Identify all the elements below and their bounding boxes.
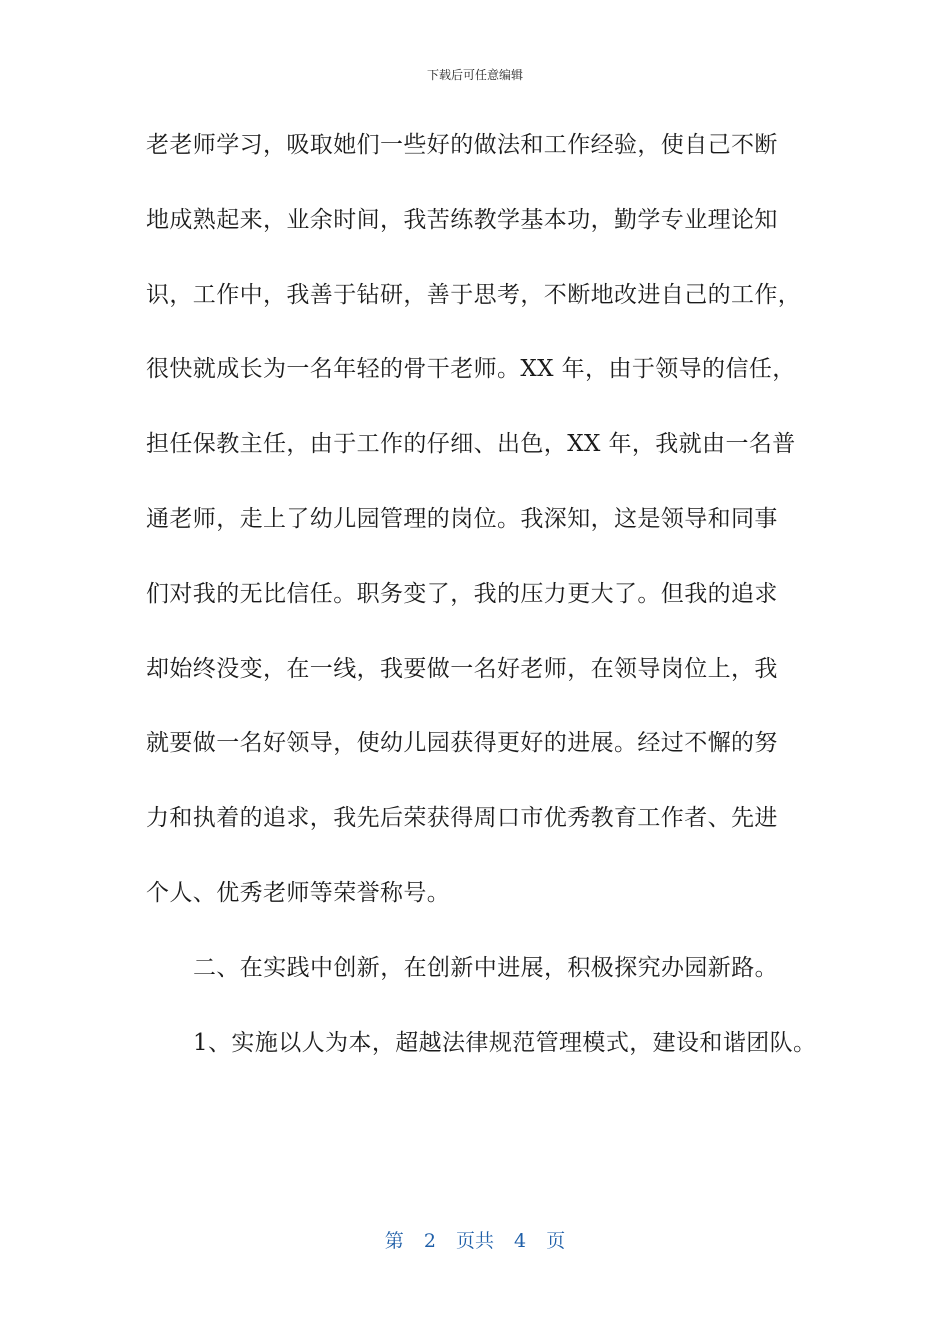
page-number-footer [0,1226,950,1253]
paragraph-line-10: 力和执着的追求，我先后荣获得周口市优秀教育工作者、先进 [146,805,778,832]
paragraph-line-8: 却始终没变，在一线，我要做一名好老师，在领导岗位上，我 [146,655,778,682]
page-header: 下载后可任意编辑 [426,68,523,82]
subsection-heading: 1、实施以人为本，超越法律规范管理模式，建设和谐团队。 [193,1029,817,1056]
paragraph-line-11: 个人、优秀老师等荣誉称号。 [146,879,451,906]
paragraph-line-2: 地成熟起来，业余时间，我苦练教学基本功，勤学专业理论知 [146,206,778,233]
paragraph-line-3: 识，工作中，我善于钻研，善于思考，不断地改进自己的工作， [146,281,802,308]
footer-middle: 页共 [455,1230,494,1252]
footer-total-pages: 4 [514,1230,527,1252]
footer-prefix: 第 [384,1230,404,1252]
paragraph-line-4: 很快就成长为一名年轻的骨干老师。XX 年，由于领导的信任， [146,356,796,383]
paragraph-line-5: 担任保教主任，由于工作的仔细、出色，XX 年，我就由一名普 [146,431,796,458]
paragraph-line-7: 们对我的无比信任。职务变了，我的压力更大了。但我的追求 [146,580,778,607]
paragraph-line-6: 通老师，走上了幼儿园管理的岗位。我深知，这是领导和同事 [146,505,778,532]
paragraph-line-9: 就要做一名好领导，使幼儿园获得更好的进展。经过不懈的努 [146,730,778,757]
footer-suffix: 页 [546,1230,566,1252]
section-heading: 二、在实践中创新，在创新中进展，积极探究办园新路。 [193,954,778,981]
footer-current-page: 2 [423,1230,436,1252]
paragraph-line-1: 老老师学习，吸取她们一些好的做法和工作经验，使自己不断 [146,132,778,158]
document-body [146,125,826,1097]
